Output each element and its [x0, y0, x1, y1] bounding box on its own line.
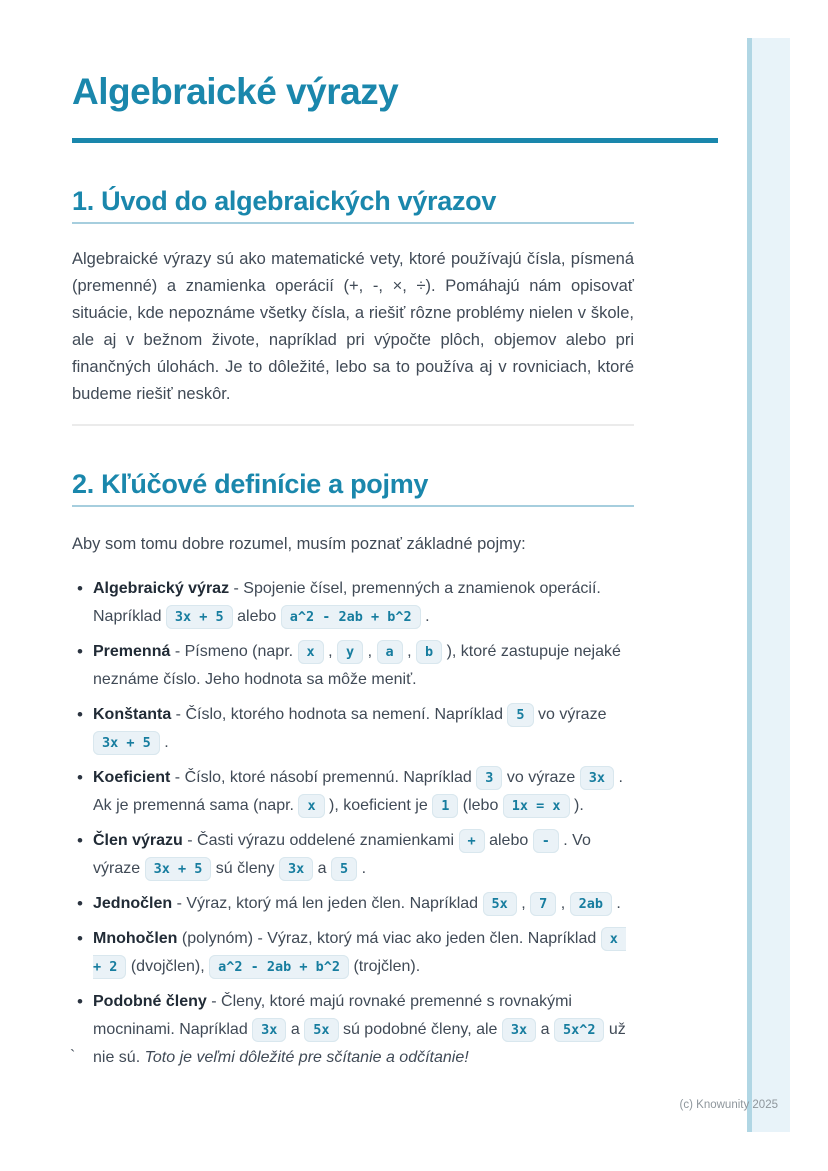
title-rule	[72, 138, 718, 143]
term-text: ,	[516, 895, 531, 912]
term-text: (trojčlen).	[349, 958, 421, 975]
term-text: . Vo výraze	[93, 832, 591, 877]
code-chip: a^2 - 2ab + b^2	[281, 605, 421, 629]
code-chip: a	[377, 640, 403, 664]
code-chip: -	[533, 829, 559, 853]
document-body	[72, 185, 634, 1072]
term-text: - Číslo, ktorého hodnota sa nemení. Napríklad	[171, 706, 508, 723]
term-text: alebo	[232, 608, 281, 625]
term-text: vo výraze	[502, 769, 580, 786]
code-chip: 7	[530, 892, 556, 916]
code-chip: 3x	[502, 1018, 536, 1042]
code-chip: 3x + 5	[145, 857, 212, 881]
term-name: Jednočlen	[93, 895, 173, 912]
term-text: - Časti výrazu oddelené znamienkami	[182, 832, 459, 849]
code-chip: 5	[507, 703, 533, 727]
code-chip: 5x	[304, 1018, 338, 1042]
list-item	[72, 925, 634, 981]
list-item	[72, 827, 634, 883]
code-chip: 3x + 5	[166, 605, 233, 629]
term-note-italic: Toto je veľmi dôležité pre sčítanie a odčítanie!	[144, 1049, 469, 1066]
list-item	[72, 988, 634, 1072]
term-text: - Spojenie čísel, premenných a znamienok operácií. Napríklad	[93, 580, 601, 625]
list-item	[72, 890, 634, 918]
term-text: ,	[363, 643, 377, 660]
term-name: Mnohočlen	[93, 930, 178, 947]
code-chip: 1	[432, 794, 458, 818]
term-name: Premenná	[93, 643, 171, 660]
code-chip: 3	[476, 766, 502, 790]
footer-credit: (c) Knowunity 2025	[679, 1099, 778, 1111]
term-text: (dvojčlen),	[126, 958, 210, 975]
section-1-heading: 1. Úvod do algebraických výrazov	[72, 185, 634, 224]
term-text: a	[313, 860, 332, 877]
list-item	[72, 701, 634, 757]
section-2-intro: Aby som tomu dobre rozumel, musím poznať základné pojmy:	[72, 535, 526, 553]
section-2-heading: 2. Kľúčové definície a pojmy	[72, 468, 634, 507]
stray-backtick: `	[70, 1048, 76, 1065]
section-divider	[72, 424, 634, 426]
term-name: Člen výrazu	[93, 832, 183, 849]
term-name: Algebraický výraz	[93, 580, 230, 597]
term-text: sú podobné členy, ale	[338, 1021, 502, 1038]
code-chip: b	[416, 640, 442, 664]
code-chip: 1x = x	[503, 794, 570, 818]
term-text: .	[611, 895, 621, 912]
code-chip: a^2 - 2ab + b^2	[209, 955, 349, 979]
term-text: .	[159, 734, 169, 751]
content-area	[72, 0, 718, 1079]
code-chip: 3x	[580, 766, 614, 790]
term-text: ), ktoré zastupuje nejaké neznáme číslo. Jeho hodnota sa môže meniť.	[93, 643, 621, 688]
code-chip: 2ab	[570, 892, 612, 916]
term-text: sú členy	[211, 860, 279, 877]
code-chip: 5x	[483, 892, 517, 916]
code-chip: 3x	[252, 1018, 286, 1042]
term-text: alebo	[484, 832, 533, 849]
term-text: ,	[402, 643, 416, 660]
term-text: vo výraze	[533, 706, 607, 723]
code-chip: 5	[331, 857, 357, 881]
code-chip: 3x + 5	[93, 731, 160, 755]
term-name: Koeficient	[93, 769, 171, 786]
code-chip: +	[459, 829, 485, 853]
term-text: ), koeficient je	[324, 797, 433, 814]
term-text: .	[420, 608, 430, 625]
list-item	[72, 638, 634, 694]
list-item	[72, 575, 634, 631]
terms-list	[72, 575, 634, 1072]
page-title: Algebraické výrazy	[72, 71, 399, 112]
term-text: ,	[323, 643, 338, 660]
term-text: (polynóm) - Výraz, ktorý má viac ako jeden člen. Napríklad	[177, 930, 601, 947]
code-chip: x	[298, 640, 324, 664]
term-name: Konštanta	[93, 706, 172, 723]
term-text: (lebo	[458, 797, 503, 814]
term-name: Podobné členy	[93, 993, 207, 1010]
code-chip: x	[298, 794, 324, 818]
term-text: už nie sú.	[93, 1021, 626, 1066]
term-text: .	[357, 860, 367, 877]
term-text: ).	[569, 797, 584, 814]
code-chip: x + 2	[93, 927, 626, 979]
right-edge-bar	[747, 38, 790, 1132]
term-text: a	[286, 1021, 305, 1038]
term-text: - Písmeno (napr.	[170, 643, 298, 660]
code-chip: 3x	[279, 857, 313, 881]
section-1-paragraph: Algebraické výrazy sú ako matematické vety, ktoré používajú čísla, písmená (premenné) a znamienka operácií (+, -, ×, ÷). Pomáhajú nám opisovať situácie, kde nepoznáme všetky čísla, a riešiť rôzne problémy nielen v škole, ale aj v bežnom živote, napríklad pri výpočte plôch, objemov alebo pri finančných úlohách. Je to dôležité, lebo sa to používa aj v rovniciach, ktoré budeme riešiť neskôr.	[72, 250, 634, 403]
code-chip: y	[337, 640, 363, 664]
term-text: - Členy, ktoré majú rovnaké premenné s rovnakými mocninami. Napríklad	[93, 993, 572, 1038]
code-chip: 5x^2	[554, 1018, 605, 1042]
term-text: a	[536, 1021, 554, 1038]
term-text: . Ak je premenná sama (napr.	[93, 769, 623, 814]
list-item	[72, 764, 634, 820]
term-text: ,	[556, 895, 570, 912]
term-text: - Číslo, ktoré násobí premennú. Napríklad	[170, 769, 477, 786]
term-text: - Výraz, ktorý má len jeden člen. Napríklad	[172, 895, 483, 912]
